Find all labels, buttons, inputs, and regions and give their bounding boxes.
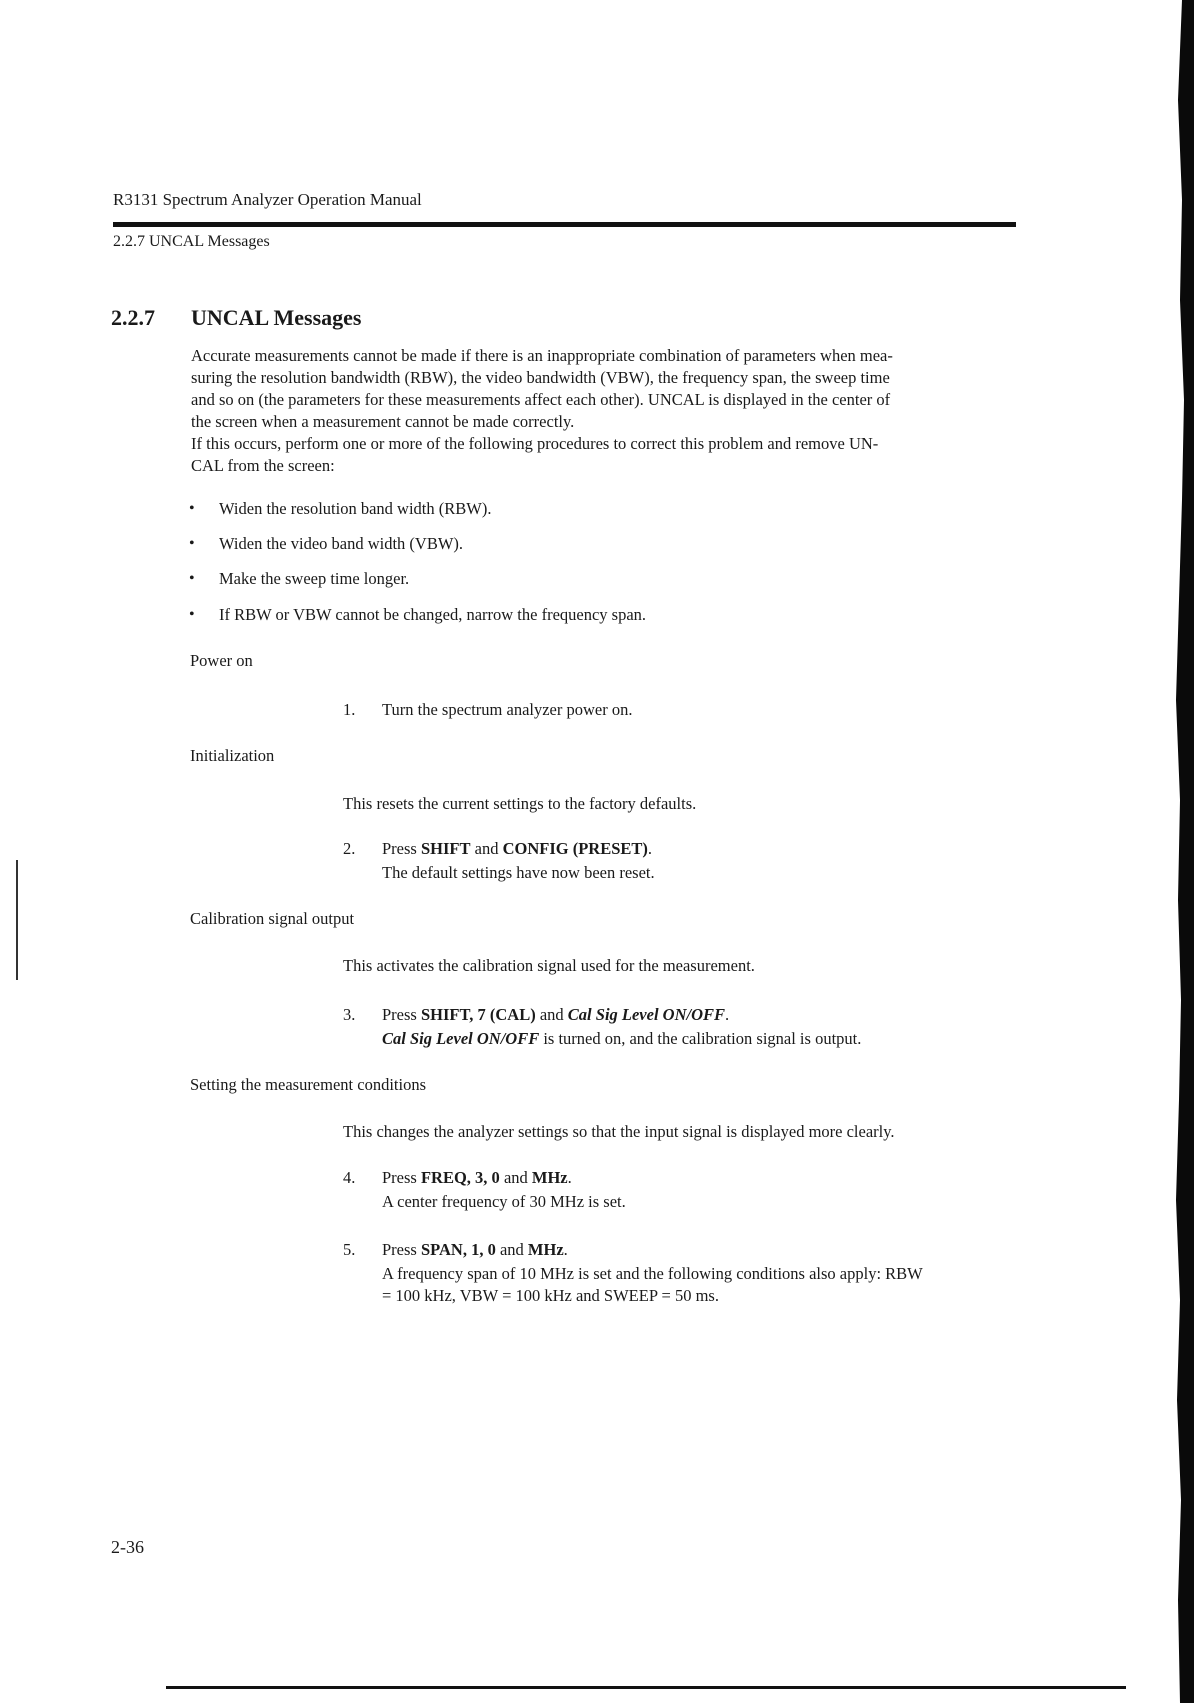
step-3-text	[382, 1004, 729, 1026]
key-name: SPAN, 1, 0	[420, 1240, 496, 1259]
section-ref: 2.2.7 UNCAL Messages	[113, 233, 270, 250]
step-text: and	[495, 1240, 528, 1259]
bullet-item: Widen the video band width (VBW).	[219, 534, 464, 553]
procedure-label-measurement: Setting the measurement conditions	[190, 1075, 426, 1094]
manual-title: R3131 Spectrum Analyzer Operation Manual	[113, 190, 422, 209]
section-number: 2.2.7	[111, 305, 155, 330]
key-name: CONFIG (PRESET)	[502, 839, 648, 858]
step-text: Press	[382, 1240, 421, 1259]
intro-paragraph	[191, 345, 1013, 477]
step-text: Press	[382, 1168, 421, 1187]
step-3-result	[382, 1028, 861, 1050]
step-number: 5.	[343, 1240, 356, 1259]
step-text: Press	[382, 839, 421, 858]
bullet-marker: •	[189, 500, 195, 517]
bullet-marker: •	[189, 606, 195, 623]
header-rule	[113, 222, 1016, 227]
bullet-marker: •	[189, 535, 195, 552]
procedure-label-calibration: Calibration signal output	[190, 909, 355, 928]
procedure-label-power-on: Power on	[190, 651, 253, 670]
softkey-name: Cal Sig Level ON/OFF	[382, 1029, 540, 1048]
procedure-label-initialization: Initialization	[190, 746, 275, 765]
step-number: 2.	[343, 839, 356, 858]
step-text: .	[647, 839, 653, 858]
key-name: SHIFT, 7 (CAL)	[420, 1005, 536, 1024]
key-name: MHz	[527, 1240, 564, 1259]
softkey-name: Cal Sig Level ON/OFF	[567, 1005, 725, 1024]
bullet-item: Widen the resolution band width (RBW).	[219, 499, 492, 518]
scan-bottom-rule	[166, 1686, 1126, 1689]
intro-line: Accurate measurements cannot be made if there is an inappropriate combination of parameters when mea-	[191, 346, 893, 365]
page-number: 2-36	[111, 1537, 144, 1557]
intro-line: CAL from the screen:	[191, 456, 335, 475]
bullet-marker: •	[189, 570, 195, 587]
measurement-description: This changes the analyzer settings so that the input signal is displayed more clearly.	[343, 1122, 895, 1141]
step-5-result-line: = 100 kHz, VBW = 100 kHz and SWEEP = 50 ms.	[382, 1286, 719, 1305]
step-text: .	[725, 1005, 730, 1024]
intro-line: suring the resolution bandwidth (RBW), the video bandwidth (VBW), the frequency span, the sweep time	[191, 368, 890, 387]
step-2-text	[382, 838, 652, 860]
section-title: UNCAL Messages	[191, 305, 362, 330]
step-text: .	[563, 1240, 568, 1259]
step-text: .	[567, 1168, 572, 1187]
bullet-item: If RBW or VBW cannot be changed, narrow the frequency span.	[219, 605, 647, 624]
key-name: SHIFT	[420, 839, 471, 858]
step-5-text	[382, 1239, 568, 1261]
step-4-text	[382, 1167, 572, 1189]
bullet-item: Make the sweep time longer.	[219, 569, 410, 588]
key-name: FREQ, 3, 0	[420, 1168, 500, 1187]
scan-margin-mark	[16, 860, 18, 980]
step-2-result: The default settings have now been reset.	[382, 863, 655, 882]
step-text: Press	[382, 1005, 421, 1024]
step-1-text: Turn the spectrum analyzer power on.	[382, 700, 633, 719]
intro-line: the screen when a measurement cannot be made correctly.	[191, 412, 575, 431]
step-number: 1.	[343, 700, 356, 719]
initialization-description: This resets the current settings to the factory defaults.	[343, 794, 697, 813]
step-text: is turned on, and the calibration signal is output.	[539, 1029, 862, 1048]
scan-edge-shadow	[1172, 0, 1194, 1703]
calibration-description: This activates the calibration signal used for the measurement.	[343, 956, 755, 975]
step-number: 4.	[343, 1168, 356, 1187]
step-5-result-line: A frequency span of 10 MHz is set and the following conditions also apply: RBW	[382, 1264, 923, 1283]
step-text: and	[499, 1168, 532, 1187]
step-text: and	[470, 839, 503, 858]
intro-line: and so on (the parameters for these measurements affect each other). UNCAL is displayed in the center of	[191, 390, 891, 409]
step-number: 3.	[343, 1005, 356, 1024]
step-text: and	[535, 1005, 568, 1024]
key-name: MHz	[531, 1168, 568, 1187]
step-4-result: A center frequency of 30 MHz is set.	[382, 1192, 626, 1211]
intro-line: If this occurs, perform one or more of the following procedures to correct this problem and remove UN-	[191, 434, 879, 453]
